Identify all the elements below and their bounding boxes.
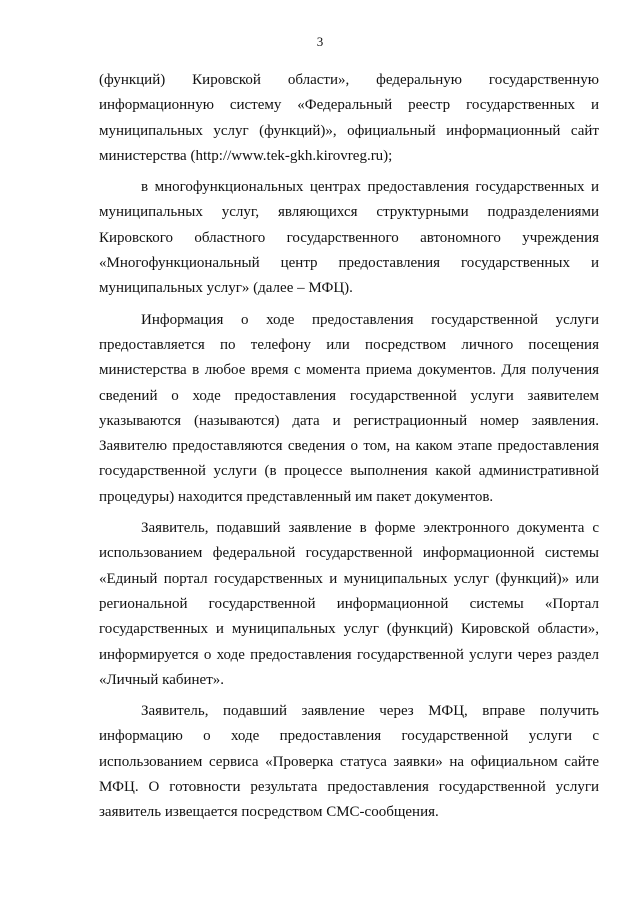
document-body <box>99 68 599 832</box>
paragraph-mfc-application: Заявитель, подавший заявление через МФЦ, вправе получить информацию о ходе предоставления государственной услуги с использованием сервиса «Проверка статуса заявки» на официальном сайте МФЦ. О готовности результата предоставления государственной услуги заявитель извещается посредством СМС-сообщения. <box>99 703 599 821</box>
paragraph-mfc-centers: в многофункциональных центрах предоставления государственных и муниципальных услуг, являющихся структурными подразделениями Кировского областного государственного автономного учреждения «Многофункциональный центр предоставления государственных и муниципальных услуг» (далее – МФЦ). <box>99 179 599 297</box>
paragraph-sites-continuation: (функций) Кировской области», федеральную государственную информационную систему «Федеральный реестр государственных и муниципальных услуг (функций)», официальный информационный сайт министерства (http://www.tek-gkh.kirovreg.ru); <box>99 72 599 164</box>
page-number: 3 <box>316 34 324 49</box>
paragraph-status-info: Информация о ходе предоставления государственной услуги предоставляется по телефону или посредством личного посещения министерства в любое время с момента приема документов. Для получения сведений о ходе предоставления государственной услуги заявителем указываются (называются) дата и регистрационный номер заявления. Заявителю предоставляются сведения о том, на каком этапе предоставления государственной услуги (в процессе выполнения какой административной процедуры) находится представленный им пакет документов. <box>99 311 599 505</box>
paragraph-electronic-application: Заявитель, подавший заявление в форме электронного документа с использованием федеральной государственной информационной системы «Единый портал государственных и муниципальных услуг (функций)» или региональной государственной информационной системы «Портал государственных и муниципальных услуг (функций) Кировской области», информируется о ходе предоставления государственной услуги через раздел «Личный кабинет». <box>99 520 599 688</box>
